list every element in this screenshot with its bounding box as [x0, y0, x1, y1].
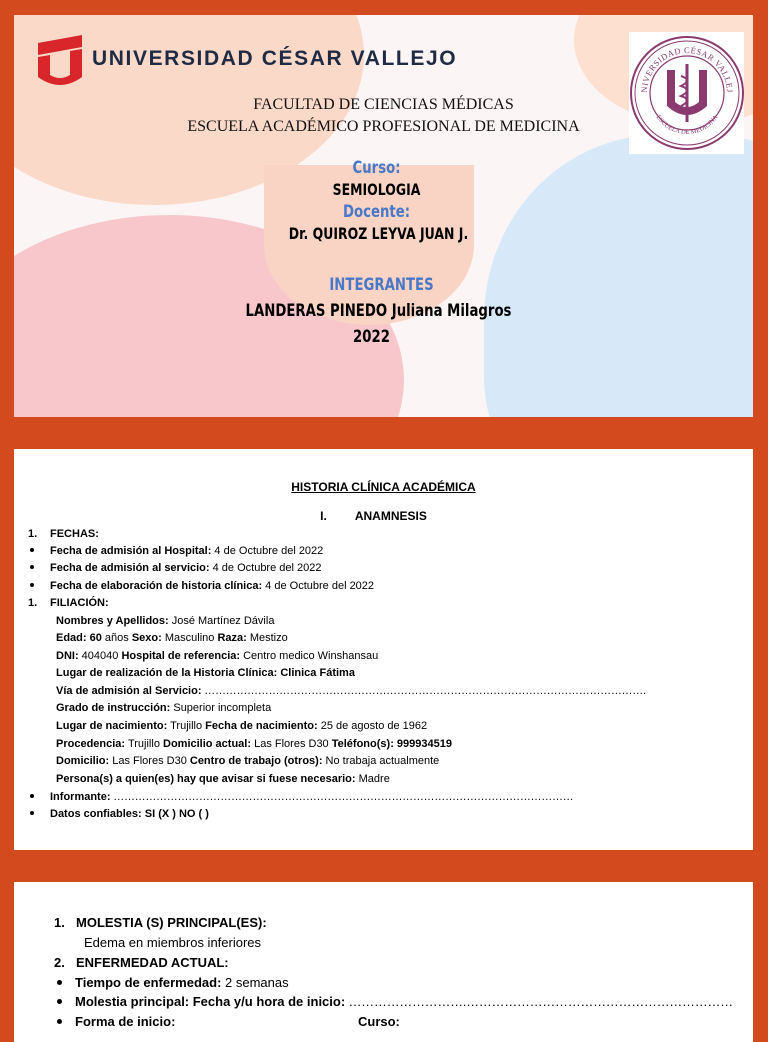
list-item: 2. ENFERMEDAD ACTUAL:	[54, 955, 229, 970]
bullet	[57, 999, 62, 1004]
bullet	[30, 794, 34, 798]
seal-text-top: NIVERSIDAD CÉSAR VALLEJ	[638, 44, 736, 94]
field-value: Edema en miembros inferiores	[84, 935, 262, 950]
section-heading	[4, 509, 743, 523]
list-item: Fecha de elaboración de historia clínica: 4 de Octubre del 2022	[30, 579, 374, 593]
field-line: Grado de instrucción: Superior incompleta	[56, 702, 272, 714]
list-item: Fecha de admisión al Hospital: 4 de Octubre del 2022	[30, 544, 323, 558]
list-item: Fecha de admisión al servicio: 4 de Octubre del 2022	[30, 561, 321, 575]
document-title: HISTORIA CLÍNICA ACADÉMICA	[291, 480, 476, 494]
ucv-logo-icon	[36, 35, 84, 87]
university-name: UNIVERSIDAD CÉSAR VALLEJO	[92, 47, 458, 70]
course-label: Curso:	[352, 158, 401, 178]
year: 2022	[353, 327, 390, 347]
section-title: ANAMNESIS	[354, 509, 427, 523]
illness-page	[14, 882, 753, 1042]
seal-text-bottom: ESCUELA DE MEDICINA	[654, 113, 720, 137]
field-line: Vía de admisión al Servicio: …………………………………………………………………………………………………………….	[56, 685, 646, 697]
teacher-value: Dr. QUIROZ LEYVA JUAN J.	[288, 224, 469, 243]
field-line: Persona(s) a quien(es) hay que avisar si fuese necesario: Madre	[56, 773, 390, 785]
members-label: INTEGRANTES	[329, 275, 434, 295]
list-item-filiacion: 1. FILIACIÓN:	[28, 597, 109, 609]
field-line: Procedencia: Trujillo Domicilio actual: Las Flores D30 Teléfono(s): 999934519	[56, 738, 452, 750]
field-line: Edad: 60 años Sexo: Masculino Raza: Mestizo	[56, 632, 288, 644]
members-value: LANDERAS PINEDO Juliana Milagros	[245, 301, 512, 321]
field-line: DNI: 404040 Hospital de referencia: Centro medico Winshansau	[56, 650, 379, 662]
bullet	[30, 811, 34, 815]
field-line: Lugar de realización de la Historia Clínica: Clinica Fátima	[56, 667, 355, 679]
field-line: Domicilio: Las Flores D30 Centro de trabajo (otros): No trabaja actualmente	[56, 755, 440, 767]
cover-page	[14, 15, 753, 417]
list-item: Informante: …………………………………………………………………………………………………………………	[30, 790, 573, 804]
school-name: ESCUELA ACADÉMICO PROFESIONAL DE MEDICINA	[187, 118, 580, 135]
bullet	[57, 1019, 62, 1024]
course-value: SEMIOLOGIA	[332, 180, 421, 199]
list-item: Molestia principal: Fecha y/u hora de inicio: ……………………….………………………………………………………	[57, 994, 733, 1010]
list-item: 1. MOLESTIA (S) PRINCIPAL(ES):	[54, 915, 267, 930]
teacher-label: Docente:	[342, 202, 411, 222]
faculty-name: FACULTAD DE CIENCIAS MÉDICAS	[253, 96, 514, 113]
bullet	[30, 565, 34, 569]
field-label: Curso:	[358, 1014, 400, 1029]
section-number: I.	[320, 509, 327, 523]
bullet	[30, 583, 34, 587]
list-item: Datos confiables: SI (X ) NO ( )	[30, 807, 209, 821]
clinical-history-page	[14, 449, 753, 850]
bullet	[30, 548, 34, 552]
field-line: Lugar de nacimiento: Trujillo Fecha de nacimiento: 25 de agosto de 1962	[56, 720, 428, 732]
list-item: Tiempo de enfermedad: 2 semanas	[57, 975, 289, 991]
list-item-fechas: 1. FECHAS:	[28, 528, 99, 540]
list-item: Forma de inicio:	[57, 1014, 175, 1030]
field-line: Nombres y Apellidos: José Martínez Dávila	[56, 615, 275, 627]
bullet	[57, 980, 62, 985]
